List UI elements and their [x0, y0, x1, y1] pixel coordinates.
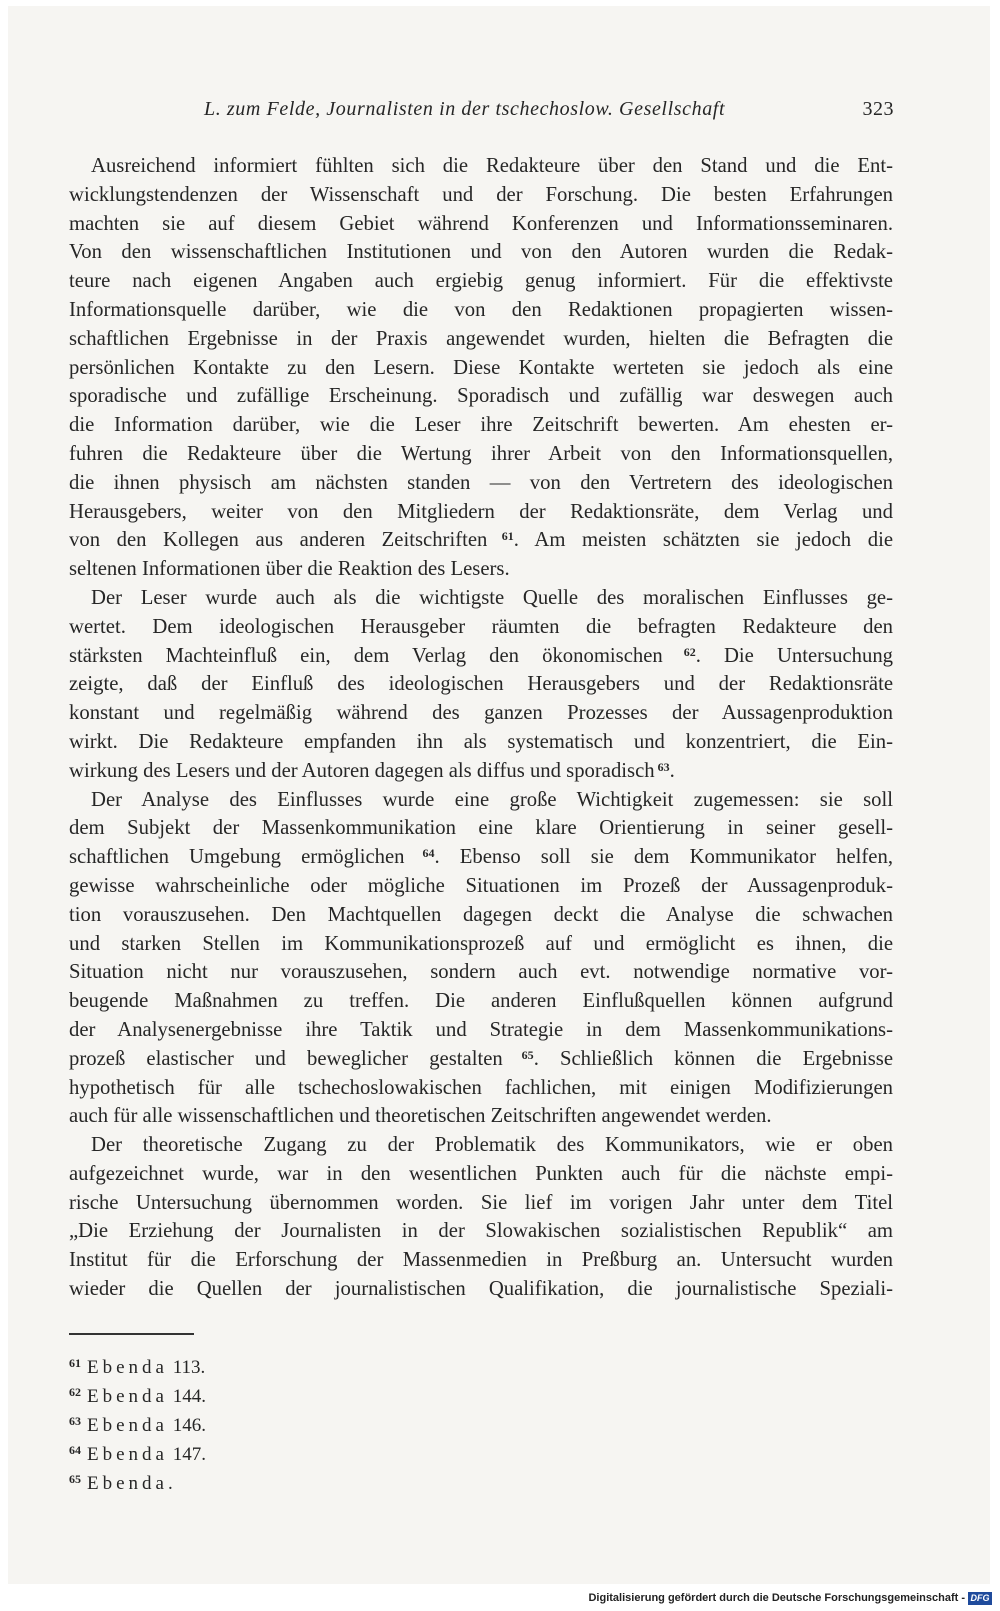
text-line [69, 498, 893, 527]
text-line [69, 440, 893, 469]
line-text: dem Subjekt der Massenkommunikation eine klare Orientierung in seiner gesell- [69, 817, 893, 840]
text-line [69, 382, 893, 411]
line-text: Der Leser wurde auch als die wichtigste Quelle des moralischen Einflusses ge- [91, 586, 893, 609]
line-text: hypothetisch für alle tschechoslowakischen fachlichen, mit einigen Modifizierungen [69, 1076, 893, 1099]
line-text: prozeß elastischer und beweglicher gestalten [69, 1047, 503, 1070]
text-line [69, 728, 893, 757]
footnote-item [69, 1409, 469, 1438]
text-line [69, 958, 893, 987]
line-text: der Analysenergebnisse ihre Taktik und Strategie in dem Massenkommunikations- [69, 1018, 893, 1041]
text-line [69, 930, 893, 959]
line-text: . [669, 759, 675, 782]
footnote-reference: 113. [167, 1357, 206, 1378]
footnote-reference: 146. [167, 1415, 206, 1436]
line-text: stärksten Machteinfluß ein, dem Verlag den ökonomischen [69, 644, 663, 667]
text-line [69, 1246, 893, 1275]
paragraph [69, 152, 893, 584]
line-text: zeigte, daß der Einfluß des ideologischen Herausgebers und der Redaktionsräte [69, 673, 893, 696]
line-text: fuhren die Redakteure über die Wertung ihrer Arbeit von den Informationsquellen, [69, 442, 893, 465]
footer-text: Digitalisierung gefördert durch die Deutsche Forschungsgemeinschaft - [588, 1592, 965, 1604]
line-text: konstant und regelmäßig während des ganzen Prozesses der Aussagenproduktion [69, 702, 893, 725]
line-text: . Schließlich können die Ergebnisse [533, 1047, 893, 1070]
footnote-item [69, 1380, 469, 1409]
body-text [69, 152, 893, 1304]
footnote-text: Ebenda [87, 1357, 168, 1378]
line-text: auch für alle wissenschaftlichen und theoretischen Zeitschriften angewendet werden. [69, 1105, 772, 1128]
line-text: die ihnen physisch am nächsten standen — von den Vertretern des ideologischen [69, 471, 893, 494]
footnote-reference: 147. [167, 1444, 206, 1465]
footnote-marker: 63 [654, 759, 670, 774]
line-text: schaftlichen Umgebung ermöglichen [69, 846, 405, 869]
line-text: wirkung des Lesers und der Autoren dagegen als diffus und sporadisch [69, 759, 655, 782]
text-line [69, 1102, 893, 1131]
line-text: seltenen Informationen über die Reaktion des Lesers. [69, 558, 510, 581]
text-line [69, 210, 893, 239]
running-title: L. zum Felde, Journalisten in der tschechoslow. Gesellschaft [204, 98, 726, 120]
text-line [69, 642, 893, 671]
line-text: teure nach eigenen Angaben auch ergiebig genug informiert. Für die effektivste [69, 270, 893, 293]
scanned-page [8, 6, 990, 1584]
line-text: wertet. Dem ideologischen Herausgeber räumten die befragten Redakteure den [69, 615, 893, 638]
text-line [69, 814, 893, 843]
footnote-number: 65 [69, 1472, 81, 1486]
footnote-text: Ebenda. [87, 1473, 177, 1494]
text-line [69, 411, 893, 440]
footnote-number: 61 [69, 1356, 81, 1370]
line-text: rische Untersuchung übernommen worden. Sie lief im vorigen Jahr unter dem Titel [69, 1191, 893, 1214]
running-header [204, 98, 894, 128]
line-text: Ausreichend informiert fühlten sich die Redakteure über den Stand und die Ent- [91, 155, 893, 177]
footnote-item [69, 1351, 469, 1380]
footnote-number: 62 [69, 1385, 81, 1399]
text-line [69, 555, 893, 584]
text-line [69, 699, 893, 728]
text-line [69, 238, 893, 267]
text-line [69, 613, 893, 642]
text-line [69, 872, 893, 901]
text-line [69, 152, 893, 181]
text-line [69, 325, 893, 354]
line-text: beugende Maßnahmen zu treffen. Die anderen Einflußquellen können aufgrund [69, 990, 893, 1013]
line-text: Der theoretische Zugang zu der Problematik des Kommunikators, wie er oben [91, 1134, 893, 1157]
footnote-item [69, 1467, 469, 1496]
line-text: . Am meisten schätzten sie jedoch die [513, 529, 893, 552]
line-text: wicklungstendenzen der Wissenschaft und der Forschung. Die besten Erfahrungen [69, 183, 893, 206]
line-text: Informationsquelle darüber, wie die von den Redaktionen propagierten wissen- [69, 298, 893, 321]
text-line [69, 267, 893, 296]
footnote-text: Ebenda [87, 1386, 168, 1407]
line-text: von den Kollegen aus anderen Zeitschriften [69, 529, 488, 552]
text-line [69, 1016, 893, 1045]
text-line [69, 181, 893, 210]
line-text: . Die Untersuchung [695, 644, 894, 667]
line-text: aufgezeichnet wurde, war in den wesentlichen Punkten auch für die nächste empi- [69, 1162, 893, 1185]
line-text: Von den wissenschaftlichen Institutionen und von den Autoren wurden die Redak- [69, 241, 893, 264]
page-number: 323 [862, 98, 894, 120]
footnote-marker: 65 [502, 1047, 534, 1062]
paragraph [69, 786, 893, 1132]
text-line [69, 526, 893, 555]
text-line [69, 1074, 893, 1103]
footnote-item [69, 1438, 469, 1467]
line-text: die Information darüber, wie die Leser ihre Zeitschrift bewerten. Am ehesten er- [69, 414, 893, 437]
digitization-footer [588, 1590, 992, 1606]
line-text: Der Analyse des Einflusses wurde eine große Wichtigkeit zugemessen: sie soll [91, 788, 893, 811]
footnote-number: 63 [69, 1414, 81, 1428]
paragraph [69, 1131, 893, 1304]
text-line [69, 786, 893, 815]
line-text: und starken Stellen im Kommunikationsprozeß auf und ermöglicht es ihnen, die [69, 932, 893, 955]
footnote-reference: 144. [167, 1386, 206, 1407]
text-line [69, 1045, 893, 1074]
line-text: persönlichen Kontakte zu den Lesern. Diese Kontakte werteten sie jedoch als eine [69, 356, 893, 379]
text-line [69, 1131, 893, 1160]
footnote-marker: 62 [662, 644, 696, 659]
line-text: wirkt. Die Redakteure empfanden ihn als systematisch und konzentriert, die Ein- [69, 730, 893, 753]
line-text: Herausgebers, weiter von den Mitgliedern der Redaktionsräte, dem Verlag und [69, 500, 893, 523]
line-text: machten sie auf diesem Gebiet während Konferenzen und Informationsseminaren. [69, 212, 893, 235]
footnote-marker: 61 [487, 529, 514, 544]
text-line [69, 670, 893, 699]
text-line [69, 1160, 893, 1189]
footnote-text: Ebenda [87, 1415, 168, 1436]
footnote-text: Ebenda [87, 1444, 168, 1465]
footnote-marker: 64 [404, 846, 435, 861]
paragraph [69, 584, 893, 786]
line-text: wieder die Quellen der journalistischen Qualifikation, die journalistische Speziali- [69, 1278, 893, 1301]
line-text: Institut für die Erforschung der Massenmedien in Preßburg an. Untersucht wurden [69, 1249, 893, 1272]
dfg-logo: DFG [968, 1592, 992, 1605]
text-line [69, 901, 893, 930]
text-line [69, 757, 893, 786]
text-line [69, 469, 893, 498]
line-text: tion vorauszusehen. Den Machtquellen dagegen deckt die Analyse die schwachen [69, 903, 893, 926]
line-text: sporadische und zufällige Erscheinung. Sporadisch und zufällig war deswegen auch [69, 385, 893, 408]
line-text: „Die Erziehung der Journalisten in der Slowakischen sozialistischen Republik“ am [69, 1220, 893, 1243]
line-text: schaftlichen Ergebnisse in der Praxis angewendet wurden, hielten die Befragten die [69, 327, 893, 350]
line-text: gewisse wahrscheinliche oder mögliche Situationen im Prozeß der Aussagenproduk- [69, 874, 893, 897]
text-line [69, 584, 893, 613]
text-line [69, 354, 893, 383]
text-line [69, 1275, 893, 1304]
line-text: . Ebenso soll sie dem Kommunikator helfen, [434, 846, 893, 869]
text-line [69, 1189, 893, 1218]
text-line [69, 843, 893, 872]
text-line [69, 987, 893, 1016]
footnotes [69, 1351, 469, 1496]
line-text: Situation nicht nur vorauszusehen, sondern auch evt. notwendige normative vor- [69, 961, 893, 984]
text-line [69, 1217, 893, 1246]
footnote-number: 64 [69, 1443, 81, 1457]
footnote-rule [69, 1333, 194, 1335]
text-line [69, 296, 893, 325]
